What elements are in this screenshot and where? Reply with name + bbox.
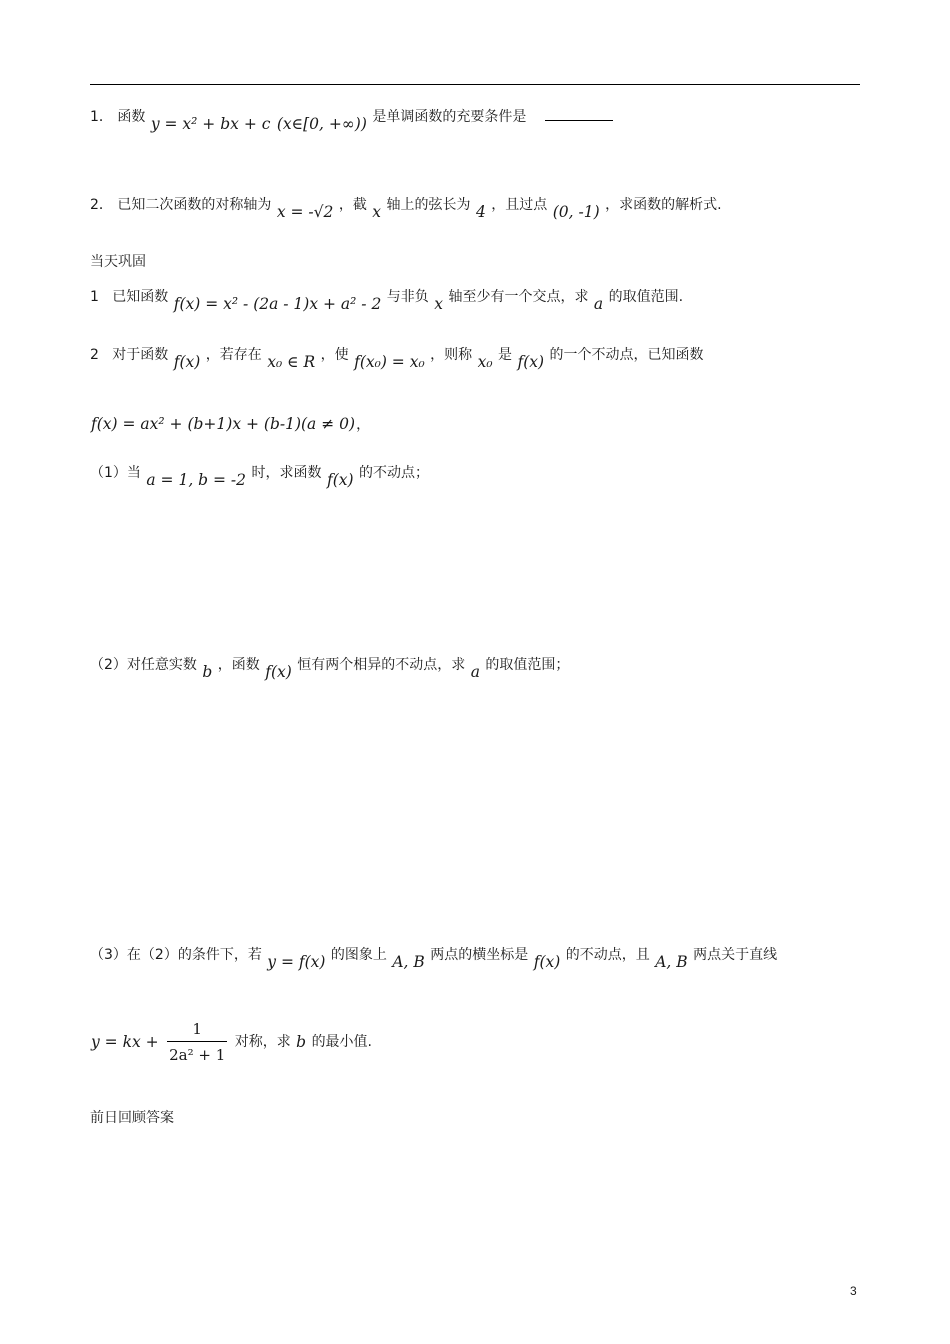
part-label: （1）当 (90, 465, 141, 481)
math-expression: (x∈[0, +∞)) (276, 115, 367, 133)
question-number: 2 (90, 347, 99, 363)
math-expression: f(x) (326, 471, 354, 489)
question-text: 的最小值. (311, 1034, 373, 1050)
question-text: 的不动点，且 (565, 947, 650, 963)
math-expression: a (470, 663, 480, 681)
math-expression: x = -√2 (276, 203, 334, 221)
question-text: 与非负 (386, 289, 429, 305)
part-1 (90, 462, 429, 489)
math-expression: b (202, 663, 213, 681)
math-expression: A, B (392, 953, 425, 971)
question-text: 的图象上 (330, 947, 387, 963)
math-expression: 4 (475, 203, 486, 221)
question-1 (90, 106, 613, 133)
math-expression: f(x) = ax² + (b+1)x + (b-1)(a ≠ 0) (91, 415, 356, 433)
fraction-numerator: 1 (192, 1020, 202, 1038)
question-text: 的取值范围； (485, 657, 570, 673)
math-expression: a (593, 295, 604, 313)
math-expression: y = f(x) (267, 953, 326, 971)
answer-blank[interactable] (545, 108, 613, 121)
fraction-denominator: 2a² + 1 (167, 1041, 227, 1066)
math-expression: a = 1, b = -2 (146, 471, 247, 489)
function-definition (90, 414, 370, 435)
question-text: ，函数 (217, 657, 260, 673)
math-expression: x (434, 295, 443, 313)
question-text: 已知函数 (112, 289, 169, 305)
math-expression: (0, -1) (552, 203, 600, 221)
part-2 (90, 654, 570, 681)
question-number: 1． (90, 109, 113, 125)
question-text: 已知二次函数的对称轴为 (117, 197, 272, 213)
practice-2 (90, 344, 704, 371)
math-expression: f(x) (517, 353, 545, 371)
part-label: （3）在（2）的条件下，若 (90, 947, 262, 963)
question-text: 两点关于直线 (693, 947, 778, 963)
practice-1 (90, 286, 684, 313)
question-text: 轴上的弦长为 (386, 197, 471, 213)
question-text: 函数 (117, 109, 146, 125)
part-label: （2）对任意实数 (90, 657, 197, 673)
question-text: ，截 (338, 197, 367, 213)
question-text: ，且过点 (491, 197, 548, 213)
question-text: ，若存在 (205, 347, 262, 363)
question-text: 的不动点； (358, 465, 429, 481)
section-heading-answers: 前日回顾答案 (90, 1110, 174, 1126)
math-expression: b (296, 1033, 307, 1051)
question-2 (90, 194, 722, 221)
part-3-continued (90, 1018, 372, 1066)
question-text: 是单调函数的充要条件是 (372, 109, 527, 125)
section-heading-today: 当天巩固 (90, 254, 146, 270)
math-expression: y = x² + bx + c (150, 115, 271, 133)
question-text: 对于函数 (112, 347, 169, 363)
header-rule (90, 84, 860, 85)
math-expression: x₀ ∈ R (267, 353, 316, 371)
part-3 (90, 944, 778, 971)
question-text: 的一个不动点，已知函数 (549, 347, 704, 363)
question-text: 的取值范围. (608, 289, 684, 305)
math-expression: y = kx + (91, 1033, 159, 1051)
question-text: 是 (498, 347, 512, 363)
question-text: ，则称 (430, 347, 473, 363)
math-expression: f(x) (533, 953, 561, 971)
math-expression: f(x) (265, 663, 292, 681)
math-expression: f(x₀) = x₀ (354, 353, 425, 371)
question-text: 时，求函数 (251, 465, 322, 481)
math-expression: x (372, 203, 382, 221)
question-number: 2． (90, 197, 113, 213)
math-expression: A, B (655, 953, 688, 971)
math-expression: x₀ (477, 353, 493, 371)
question-text: 恒有两个相异的不动点，求 (297, 657, 466, 673)
question-text: 两点的横坐标是 (430, 947, 529, 963)
question-text: 对称，求 (234, 1034, 291, 1050)
question-text: ，使 (320, 347, 349, 363)
question-text: ，求函数的解析式. (605, 197, 722, 213)
math-expression: f(x) = x² - (2a - 1)x + a² - 2 (173, 295, 382, 313)
page-number: 3 (850, 1284, 857, 1298)
question-number: 1 (90, 289, 99, 305)
punctuation: ， (356, 417, 371, 433)
fraction (167, 1018, 227, 1066)
question-text: 轴至少有一个交点，求 (448, 289, 589, 305)
math-expression: f(x) (173, 353, 201, 371)
